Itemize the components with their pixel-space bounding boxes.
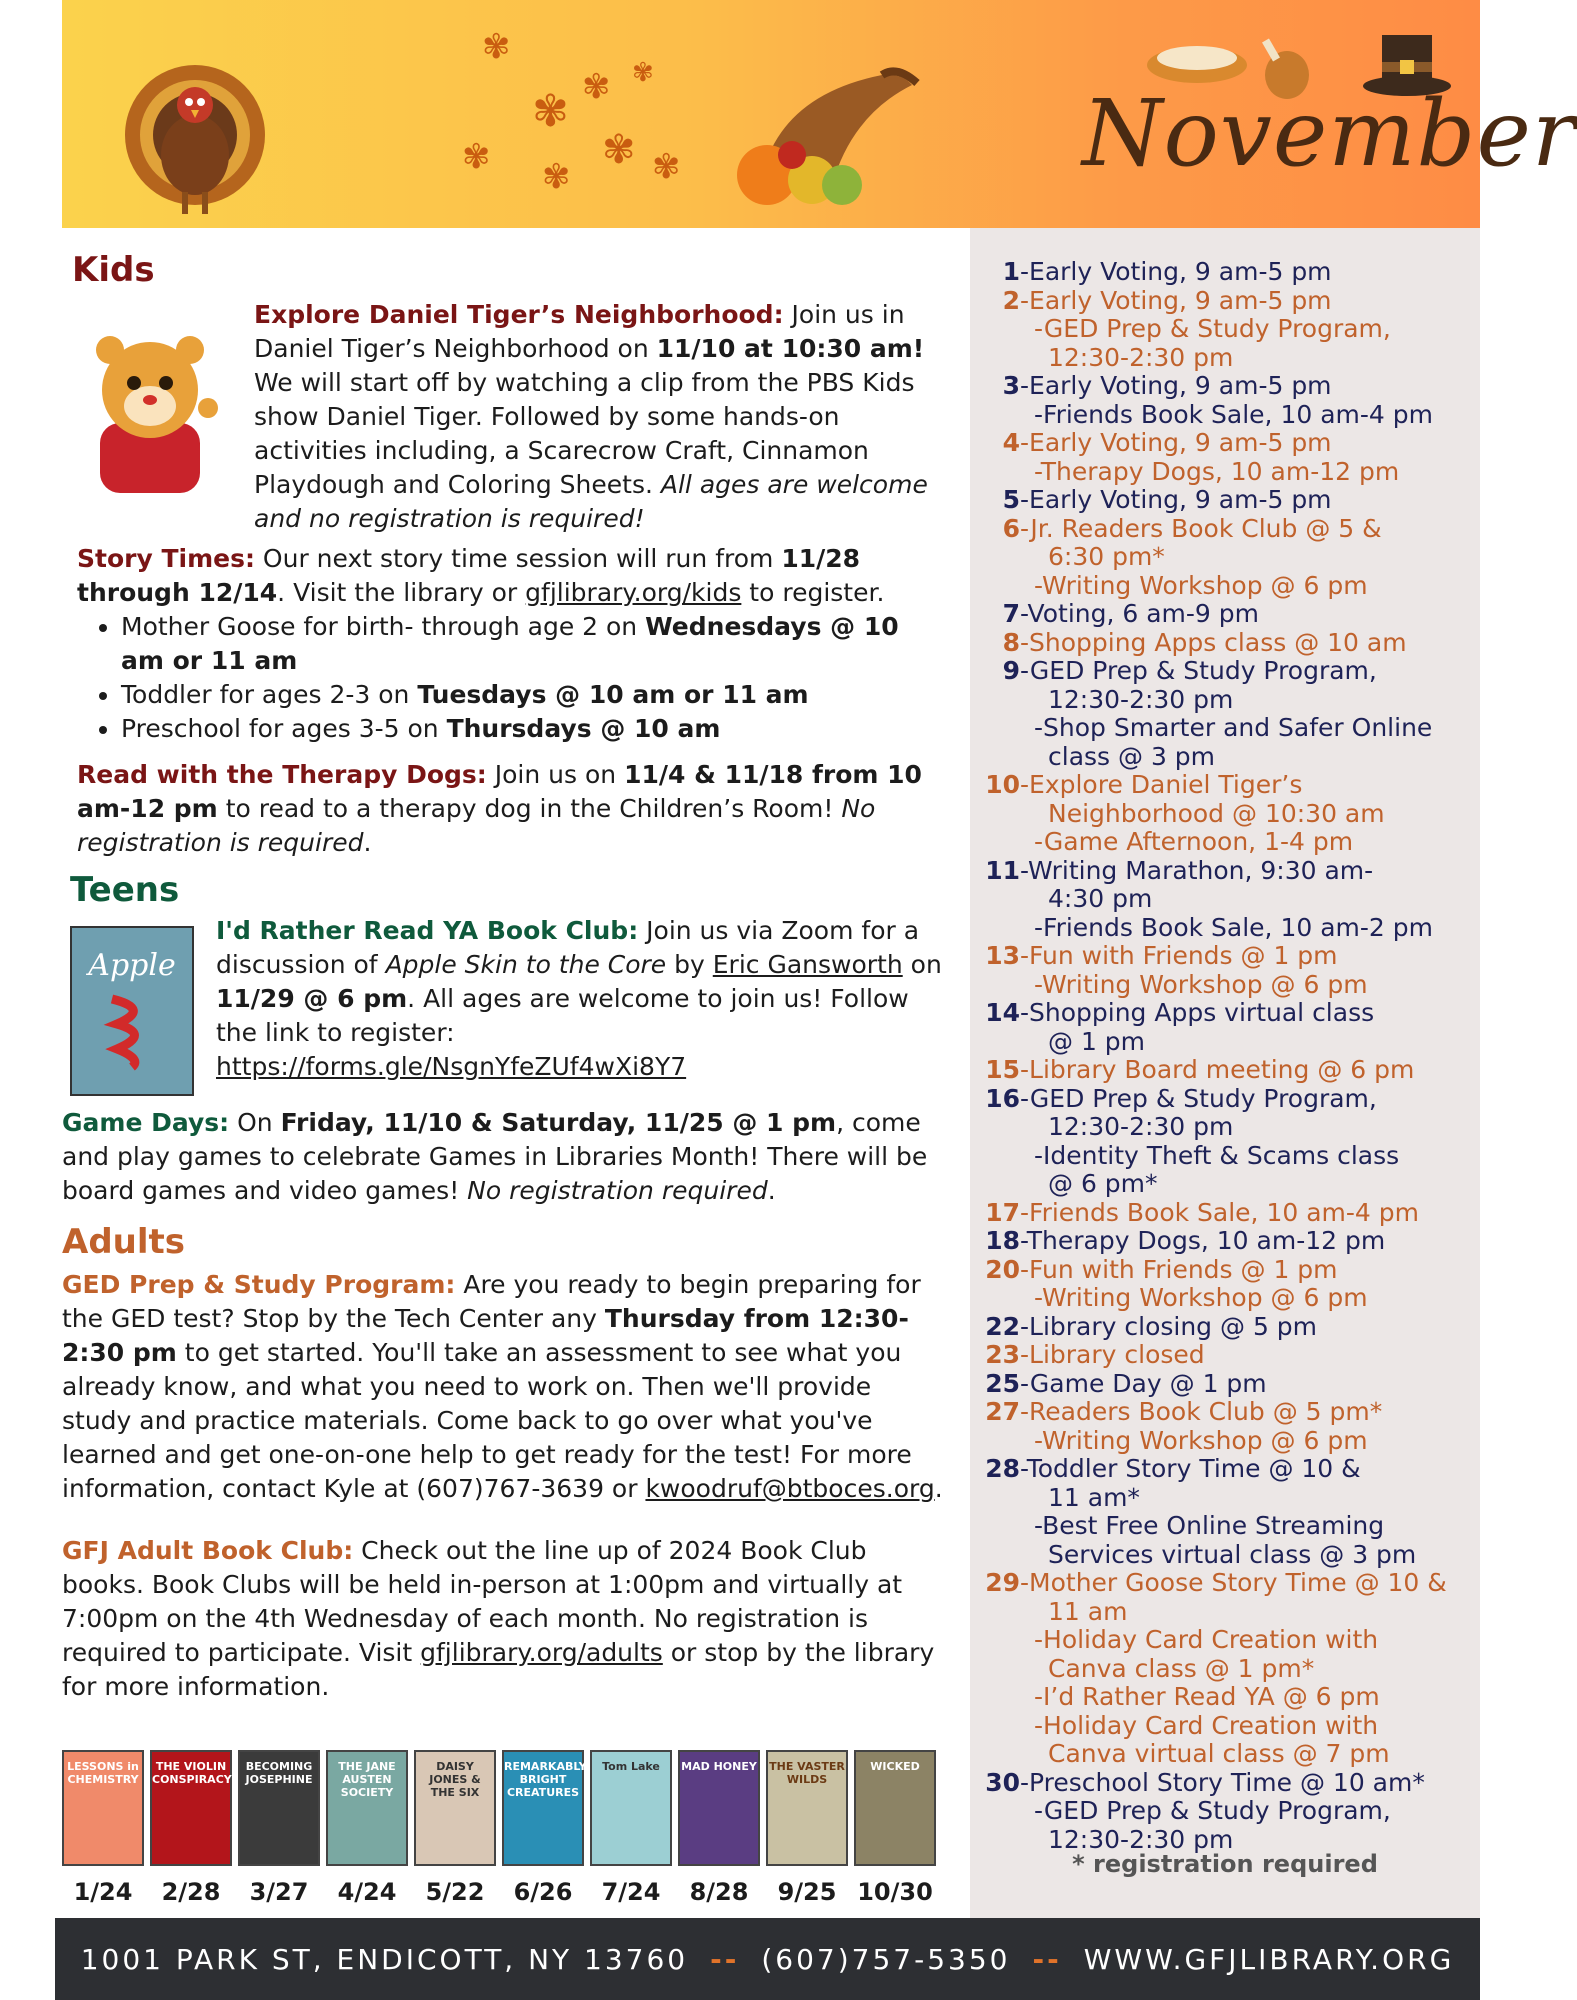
- calendar-entry: [970, 999, 1480, 1028]
- calendar-entry: [970, 1056, 1480, 1085]
- calendar-entry: [970, 1484, 1480, 1513]
- book-date: 4/24: [337, 1878, 397, 1906]
- calendar-day-number: 22: [985, 1311, 1020, 1341]
- calendar-entry: [970, 1455, 1480, 1484]
- calendar-event-text: 12:30-2:30 pm: [1048, 342, 1234, 372]
- author-link[interactable]: Eric Gansworth: [712, 950, 903, 979]
- maple-leaf-icon: ✾: [532, 86, 569, 137]
- calendar-event-text: -Voting, 6 am-9 pm: [1020, 599, 1259, 628]
- calendar-event-text: -Preschool Story Time @ 10 am*: [1020, 1767, 1425, 1797]
- kids-heading: Kids: [72, 250, 155, 290]
- calendar-event-text: Canva class @ 1 pm*: [1048, 1653, 1315, 1683]
- calendar-entry: [970, 1256, 1480, 1285]
- calendar-event-text: -Holiday Card Creation with: [1034, 1710, 1379, 1740]
- calendar-entry: [970, 486, 1480, 515]
- calendar-day-number: 13: [985, 941, 1020, 970]
- calendar-panel: [970, 228, 1480, 1918]
- maple-leaf-icon: ✾: [632, 58, 654, 88]
- list-item: • Toddler for ages 2-3 on Tuesdays @ 10 am or 11 am: [121, 678, 937, 712]
- calendar-event-text: -Friends Book Sale, 10 am-4 pm: [1020, 1197, 1419, 1227]
- calendar-entry: [970, 1170, 1480, 1199]
- calendar-entry: [970, 1113, 1480, 1142]
- calendar-entry: [970, 1598, 1480, 1627]
- calendar-entry: [970, 543, 1480, 572]
- ged-program-text: GED Prep & Study Program: Are you ready to begin preparing for the GED test? Stop by the Tech Center any Thursday from 12:30-2:30 pm to get started. You'll take an assessment to see what you already know, and what you need to work on. Then we'll provide study and practice materials. Come back to go over what you've learned and get one-on-one help to get ready for the test! For more information, contact Kyle at (607)767-3639 or kwoodruf@btboces.org.: [62, 1270, 943, 1503]
- calendar-day-number: 29: [985, 1568, 1020, 1597]
- calendar-entry: [970, 572, 1480, 601]
- calendar-entry: [970, 1512, 1480, 1541]
- calendar-entry: [970, 1683, 1480, 1712]
- calendar-event-text: -Shopping Apps class @ 10 am: [1020, 627, 1407, 657]
- calendar-event-text: -Early Voting, 9 am-5 pm: [1020, 428, 1332, 457]
- calendar-entry: [970, 800, 1480, 829]
- registration-note: * registration required: [1072, 1850, 1378, 1878]
- calendar-event-text: -Early Voting, 9 am-5 pm: [1020, 371, 1332, 400]
- calendar-day-number: 30: [985, 1767, 1020, 1797]
- book-cover: REMARKABLY BRIGHT CREATURES: [502, 1750, 584, 1866]
- book-date: 3/27: [249, 1878, 309, 1906]
- calendar-entry: [970, 1427, 1480, 1456]
- calendar-day-number: 11: [985, 855, 1020, 885]
- calendar-day-number: 2: [1002, 285, 1020, 315]
- calendar-entry: [970, 429, 1480, 458]
- book-date: 7/24: [601, 1878, 661, 1906]
- calendar-event-text: -Shop Smarter and Safer Online: [1034, 713, 1433, 742]
- calendar-day-number: 7: [1002, 599, 1020, 628]
- kids-link[interactable]: gfjlibrary.org/kids: [525, 578, 742, 607]
- calendar-event-text: -Writing Workshop @ 6 pm: [1034, 1425, 1368, 1455]
- story-times-text: Story Times: Our next story time session will run from 11/28 through 12/14. Visit the library or gfjlibrary.org/kids to register.: [77, 544, 885, 607]
- calendar-event-text: 11 am: [1048, 1596, 1128, 1626]
- calendar-entry: [970, 771, 1480, 800]
- maple-leaf-icon: ✾: [482, 27, 511, 67]
- list-item: • Preschool for ages 3-5 on Thursdays @ 10 am: [121, 712, 937, 746]
- calendar-day-number: 1: [1002, 257, 1020, 286]
- calendar-event-text: -Fun with Friends @ 1 pm: [1020, 1254, 1338, 1284]
- calendar-event-text: -Writing Workshop @ 6 pm: [1034, 570, 1368, 600]
- book-cover: THE JANE AUSTEN SOCIETY: [326, 1750, 408, 1866]
- calendar-entry: [970, 258, 1480, 287]
- adults-link[interactable]: gfjlibrary.org/adults: [420, 1638, 663, 1667]
- footer-address: 1001 PARK ST, ENDICOTT, NY 13760: [80, 1942, 689, 1976]
- calendar-event-text: -Writing Marathon, 9:30 am-: [1020, 855, 1374, 885]
- calendar-day-number: 27: [985, 1397, 1020, 1426]
- calendar-entry: [970, 1740, 1480, 1769]
- calendar-entry: [970, 1541, 1480, 1570]
- calendar-entry: [970, 1626, 1480, 1655]
- calendar-event-text: -Library closing @ 5 pm: [1020, 1311, 1318, 1341]
- book-date: 10/30: [857, 1878, 933, 1906]
- story-times-list: [77, 610, 937, 746]
- calendar-event-text: -I’d Rather Read YA @ 6 pm: [1034, 1682, 1380, 1711]
- teens-heading: Teens: [70, 870, 180, 910]
- calendar-entry: [970, 1398, 1480, 1427]
- calendar-event-text: -Writing Workshop @ 6 pm: [1034, 969, 1368, 999]
- calendar-entry: [970, 885, 1480, 914]
- calendar-event-text: 12:30-2:30 pm: [1048, 1112, 1234, 1141]
- calendar-entry: [970, 828, 1480, 857]
- calendar-event-text: -Shopping Apps virtual class: [1020, 998, 1375, 1027]
- calendar-day-number: 10: [985, 770, 1020, 799]
- daniel-tiger-text: Explore Daniel Tiger’s Neighborhood: Join us in Daniel Tiger’s Neighborhood on 11/10 at 10:30 am! We will start off by watching a clip from the PBS Kids show Daniel Tiger. Followed by some hands-on activities including, a Scarecrow Craft, Cinnamon Playdough and Coloring Sheets. All ages are welcome and no registration is required!: [254, 300, 928, 533]
- calendar-event-text: -Therapy Dogs, 10 am-12 pm: [1020, 1226, 1386, 1255]
- calendar-event-text: -GED Prep & Study Program,: [1020, 1083, 1377, 1113]
- calendar-day-number: 25: [985, 1368, 1020, 1398]
- book-cover: THE VIOLIN CONSPIRACY: [150, 1750, 232, 1866]
- calendar-day-number: 18: [985, 1226, 1020, 1255]
- calendar-event-text: class @ 3 pm: [1048, 741, 1216, 771]
- calendar-day-number: 23: [985, 1340, 1020, 1369]
- calendar-entry: [970, 1769, 1480, 1798]
- calendar-event-text: -Identity Theft & Scams class: [1034, 1140, 1400, 1170]
- calendar-event-text: -Jr. Readers Book Club @ 5 &: [1020, 513, 1382, 543]
- calendar-event-text: -Holiday Card Creation with: [1034, 1625, 1379, 1654]
- book-club-lineup: [62, 1750, 942, 1910]
- calendar-day-number: 28: [985, 1454, 1020, 1483]
- calendar-event-text: -Game Afternoon, 1-4 pm: [1034, 827, 1354, 856]
- daniel-tiger-icon: [80, 328, 220, 494]
- game-days-text: Game Days: On Friday, 11/10 & Saturday, 11/25 @ 1 pm, come and play games to celebrate Games in Libraries Month! There will be board games and video games! No registration required.: [62, 1108, 928, 1205]
- apple-book-cover: Apple: [70, 926, 194, 1096]
- calendar-event-text: Services virtual class @ 3 pm: [1048, 1539, 1417, 1569]
- book-date: 2/28: [161, 1878, 221, 1906]
- book-cover: THE VASTER WILDS: [766, 1750, 848, 1866]
- calendar-entry: [970, 1227, 1480, 1256]
- calendar-entry: [970, 1284, 1480, 1313]
- maple-leaf-icon: ✾: [652, 147, 681, 187]
- calendar-event-text: -GED Prep & Study Program,: [1034, 1796, 1391, 1825]
- book-cover: WICKED: [854, 1750, 936, 1866]
- calendar-event-text: -Explore Daniel Tiger’s: [1020, 770, 1303, 799]
- calendar-event-text: Neighborhood @ 10:30 am: [1048, 798, 1385, 828]
- calendar-entry: [970, 657, 1480, 686]
- calendar-event-text: -Fun with Friends @ 1 pm: [1020, 941, 1338, 970]
- calendar-entry: [970, 686, 1480, 715]
- calendar-entry: [970, 515, 1480, 544]
- calendar-event-text: @ 6 pm*: [1048, 1169, 1158, 1198]
- book-date: 9/25: [777, 1878, 837, 1906]
- calendar-entry: [970, 1370, 1480, 1399]
- calendar-event-text: -Early Voting, 9 am-5 pm: [1020, 257, 1332, 286]
- calendar-entry: [970, 1313, 1480, 1342]
- calendar-day-number: 5: [1002, 485, 1020, 514]
- footer-phone[interactable]: (607)757-5350: [761, 1942, 1011, 1976]
- adult-book-club-text: GFJ Adult Book Club: Check out the line up of 2024 Book Club books. Book Clubs will be held in-person at 1:00pm and virtually at 7:00pm on the 4th Wednesday of each month. No registration is required to participate. Visit gfjlibrary.org/adults or stop by the library for more information.: [62, 1536, 935, 1701]
- calendar-event-text: -Best Free Online Streaming: [1034, 1511, 1385, 1540]
- header-banner: [62, 0, 1577, 228]
- calendar-event-text: -GED Prep & Study Program,: [1034, 314, 1391, 343]
- calendar-entry: [970, 458, 1480, 487]
- event-calendar: [970, 258, 1480, 1854]
- calendar-entry: [970, 1085, 1480, 1114]
- calendar-day-number: 17: [985, 1197, 1020, 1227]
- maple-leaf-icon: ✾: [462, 137, 491, 177]
- ya-book-club-text: I'd Rather Read YA Book Club: Join us via Zoom for a discussion of Apple Skin to the Core by Eric Gansworth on 11/29 @ 6 pm. All ages are welcome to join us! Follow the link to register: https://forms.gle/NsgnYfeZUf4wXi8Y7: [216, 916, 942, 1081]
- calendar-entry: [970, 372, 1480, 401]
- book-cover: DAISY JONES & THE SIX: [414, 1750, 496, 1866]
- calendar-entry: [970, 1199, 1480, 1228]
- calendar-event-text: Canva virtual class @ 7 pm: [1048, 1739, 1390, 1768]
- adults-heading: Adults: [62, 1222, 186, 1262]
- calendar-day-number: 4: [1002, 428, 1020, 457]
- calendar-day-number: 6: [1002, 513, 1020, 543]
- book-date: 6/26: [513, 1878, 573, 1906]
- calendar-entry: [970, 629, 1480, 658]
- footer-separator: --: [1032, 1942, 1062, 1976]
- calendar-event-text: 12:30-2:30 pm: [1048, 684, 1234, 714]
- calendar-entry: [970, 942, 1480, 971]
- apple-peel-icon: [102, 989, 162, 1069]
- month-title: November: [1082, 80, 1577, 187]
- calendar-event-text: -Readers Book Club @ 5 pm*: [1020, 1397, 1383, 1426]
- calendar-entry: [970, 344, 1480, 373]
- calendar-entry: [970, 287, 1480, 316]
- calendar-day-number: 15: [985, 1055, 1020, 1084]
- list-item: • Mother Goose for birth- through age 2 on Wednesdays @ 10 am or 11 am: [121, 610, 937, 678]
- calendar-day-number: 9: [1002, 656, 1020, 685]
- calendar-entry: [970, 1569, 1480, 1598]
- calendar-event-text: -GED Prep & Study Program,: [1020, 656, 1377, 685]
- calendar-event-text: 12:30-2:30 pm: [1048, 1824, 1234, 1854]
- calendar-event-text: 6:30 pm*: [1048, 542, 1165, 571]
- calendar-day-number: 3: [1002, 371, 1020, 400]
- calendar-entry: [970, 1028, 1480, 1057]
- calendar-event-text: -Mother Goose Story Time @ 10 &: [1020, 1568, 1447, 1597]
- calendar-entry: [970, 1712, 1480, 1741]
- book-cover: BECOMING JOSEPHINE: [238, 1750, 320, 1866]
- maple-leaf-icon: ✾: [582, 67, 611, 107]
- book-date: 8/28: [689, 1878, 749, 1906]
- email-link[interactable]: kwoodruf@btboces.org: [645, 1474, 935, 1503]
- calendar-entry: [970, 1655, 1480, 1684]
- registration-link[interactable]: https://forms.gle/NsgnYfeZUf4wXi8Y7: [216, 1052, 687, 1081]
- calendar-event-text: -Toddler Story Time @ 10 &: [1020, 1454, 1361, 1483]
- footer-separator: --: [710, 1942, 740, 1976]
- maple-leaf-icon: ✾: [542, 157, 571, 197]
- calendar-entry: [970, 971, 1480, 1000]
- calendar-event-text: -Friends Book Sale, 10 am-2 pm: [1034, 912, 1433, 942]
- therapy-dogs-text: Read with the Therapy Dogs: Join us on 11/4 & 11/18 from 10 am-12 pm to read to a therapy dog in the Children’s Room! No registration is required.: [77, 760, 922, 857]
- calendar-event-text: -Friends Book Sale, 10 am-4 pm: [1034, 399, 1433, 429]
- calendar-entry: [970, 401, 1480, 430]
- calendar-event-text: -Library closed: [1020, 1340, 1205, 1369]
- maple-leaf-icon: ✾: [602, 127, 636, 173]
- calendar-day-number: 20: [985, 1254, 1020, 1284]
- calendar-day-number: 14: [985, 998, 1020, 1027]
- calendar-entry: [970, 1797, 1480, 1826]
- calendar-day-number: 8: [1002, 627, 1020, 657]
- book-date: 5/22: [425, 1878, 485, 1906]
- calendar-event-text: -Library Board meeting @ 6 pm: [1020, 1055, 1415, 1084]
- book-cover: Tom Lake: [590, 1750, 672, 1866]
- book-date: 1/24: [73, 1878, 133, 1906]
- calendar-entry: [970, 600, 1480, 629]
- calendar-entry: [970, 1341, 1480, 1370]
- calendar-entry: [970, 857, 1480, 886]
- calendar-entry: [970, 714, 1480, 743]
- calendar-event-text: -Early Voting, 9 am-5 pm: [1020, 485, 1332, 514]
- cornucopia-icon: [722, 55, 932, 215]
- calendar-event-text: 4:30 pm: [1048, 884, 1153, 913]
- calendar-event-text: 11 am*: [1048, 1482, 1140, 1512]
- book-cover: MAD HONEY: [678, 1750, 760, 1866]
- footer-website[interactable]: WWW.GFJLIBRARY.ORG: [1083, 1942, 1455, 1976]
- calendar-event-text: -Therapy Dogs, 10 am-12 pm: [1034, 456, 1400, 486]
- footer-bar: [55, 1918, 1480, 2000]
- book-cover: LESSONS in CHEMISTRY: [62, 1750, 144, 1866]
- calendar-entry: [970, 914, 1480, 943]
- calendar-day-number: 16: [985, 1083, 1020, 1113]
- calendar-entry: [970, 1142, 1480, 1171]
- calendar-event-text: @ 1 pm: [1048, 1026, 1146, 1056]
- turkey-icon: [110, 60, 280, 220]
- calendar-event-text: -Game Day @ 1 pm: [1020, 1368, 1267, 1398]
- calendar-entry: [970, 315, 1480, 344]
- calendar-event-text: -Early Voting, 9 am-5 pm: [1020, 285, 1332, 315]
- calendar-event-text: -Writing Workshop @ 6 pm: [1034, 1283, 1368, 1312]
- calendar-entry: [970, 743, 1480, 772]
